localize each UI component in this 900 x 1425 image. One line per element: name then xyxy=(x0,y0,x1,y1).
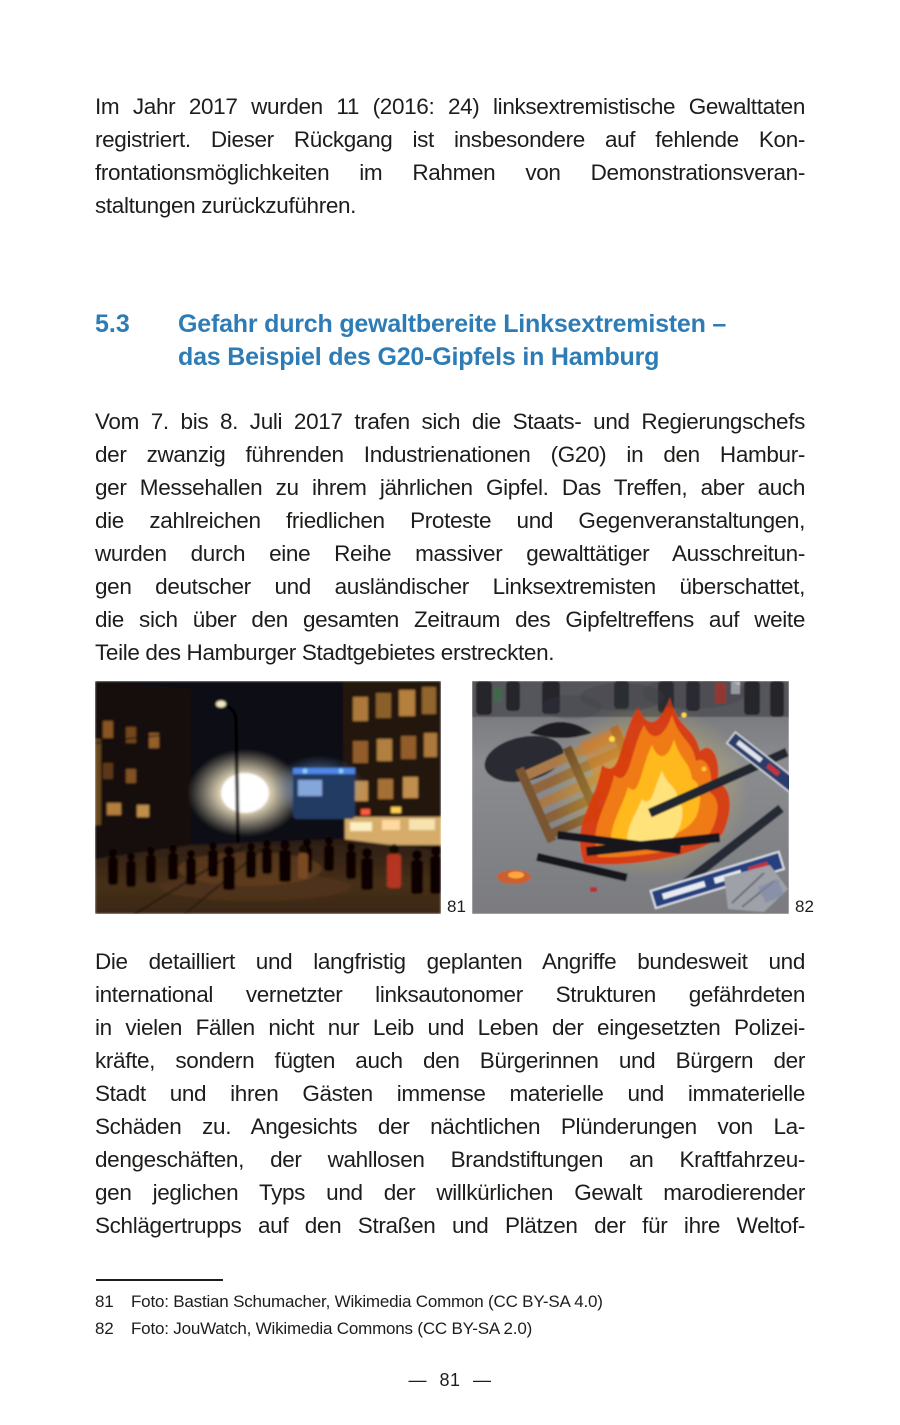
paragraph-line: gen jeglichen Typs und der willkürlichen Gewalt marodierender xyxy=(95,1180,805,1205)
photo-night-riot xyxy=(95,681,441,914)
page-number: — 81 — xyxy=(408,1370,492,1390)
paragraph-line: in vielen Fällen nicht nur Leib und Leben der eingesetzten Polizei- xyxy=(95,1015,805,1040)
footnote-81 xyxy=(95,1288,805,1315)
paragraph-line: frontationsmöglichkeiten im Rahmen von Demonstrationsveran- xyxy=(95,160,805,185)
figure-ref-81: 81 xyxy=(447,897,466,916)
paragraph-line: international vernetzter linksautonomer Strukturen gefährdeten xyxy=(95,982,805,1007)
paragraph-line: ger Messehallen zu ihrem jährlichen Gipfel. Das Treffen, aber auch xyxy=(95,475,805,500)
paragraph-line: dengeschäften, der wahllosen Brandstiftungen an Kraftfahrzeu- xyxy=(95,1147,805,1172)
paragraph-line: Die detailliert und langfristig geplanten Angriffe bundesweit und xyxy=(95,949,805,974)
damage-paragraph xyxy=(95,945,805,1242)
paragraph-line: staltungen zurückzuführen. xyxy=(95,193,357,218)
intro-paragraph xyxy=(95,90,805,222)
footnote-text: Foto: JouWatch, Wikimedia Commons (CC BY-SA 2.0) xyxy=(131,1319,533,1338)
paragraph-line: Stadt und ihren Gästen immense materielle und immaterielle xyxy=(95,1081,805,1106)
paragraph-line: Teile des Hamburger Stadtgebietes erstreckten. xyxy=(95,640,555,665)
night-riot-illustration xyxy=(95,681,441,914)
paragraph-line: Vom 7. bis 8. Juli 2017 trafen sich die Staats- und Regierungschefs xyxy=(95,409,805,434)
section-title-line1: Gefahr durch gewaltbereite Linksextremisten – xyxy=(178,310,727,338)
footnote-number: 82 xyxy=(95,1319,114,1338)
paragraph-line: die sich über den gesamten Zeitraum des Gipfeltreffens auf weite xyxy=(95,607,805,632)
paragraph-line: die zahlreichen friedlichen Proteste und Gegenveranstaltungen, xyxy=(95,508,805,533)
burning-barricade-illustration xyxy=(472,681,789,914)
paragraph-line: wurden durch eine Reihe massiver gewalttätiger Ausschreitun- xyxy=(95,541,805,566)
figure-row xyxy=(95,681,814,917)
footnote-text: Foto: Bastian Schumacher, Wikimedia Common (CC BY-SA 4.0) xyxy=(131,1292,603,1311)
photo-burning-barricade xyxy=(472,681,789,914)
paragraph-line: Im Jahr 2017 wurden 11 (2016: 24) linksextremistische Gewalttaten xyxy=(95,94,805,119)
section-title-line2: das Beispiel des G20-Gipfels in Hamburg xyxy=(178,343,660,371)
section-number: 5.3 xyxy=(95,310,130,338)
section-heading xyxy=(95,308,805,374)
footnotes xyxy=(95,1288,805,1342)
footnote-82 xyxy=(95,1315,805,1342)
paragraph-line: Schäden zu. Angesichts der nächtlichen Plünderungen von La- xyxy=(95,1114,805,1139)
g20-paragraph xyxy=(95,405,805,669)
paragraph-line: der zwanzig führenden Industrienationen (G20) in den Hambur- xyxy=(95,442,805,467)
paragraph-line: gen deutscher und ausländischer Linksextremisten überschattet, xyxy=(95,574,805,599)
paragraph-line: Schlägertrupps auf den Straßen und Plätzen der für ihre Weltof- xyxy=(95,1213,805,1238)
footnote-divider xyxy=(96,1279,223,1281)
paragraph-line: registriert. Dieser Rückgang ist insbesondere auf fehlende Kon- xyxy=(95,127,805,152)
paragraph-line: kräfte, sondern fügten auch den Bürgerinnen und Bürgern der xyxy=(95,1048,805,1073)
footnote-number: 81 xyxy=(95,1292,114,1311)
figure-ref-82: 82 xyxy=(795,897,814,916)
